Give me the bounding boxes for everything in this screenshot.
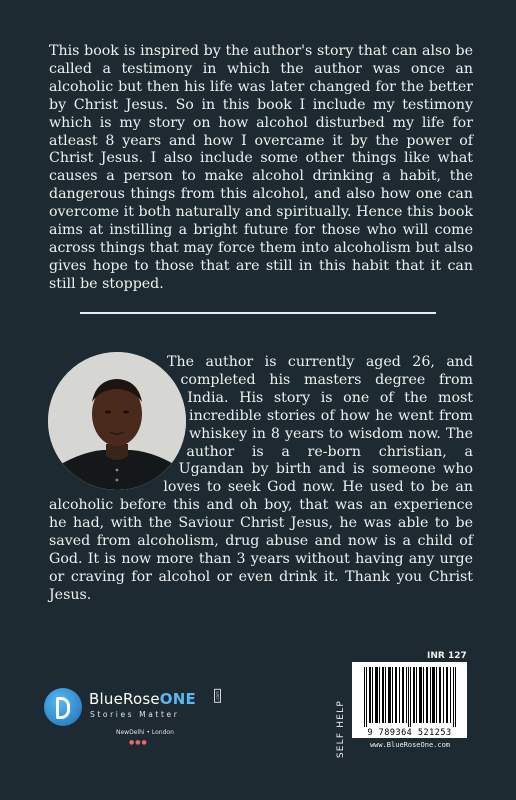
publisher-name-accent: ONE (159, 690, 196, 708)
divider-line (80, 312, 436, 314)
barcode-icon (364, 667, 456, 727)
publisher-tagline: Stories Matter (90, 710, 180, 719)
price-label: INR 127 (427, 651, 467, 661)
publisher-name (89, 690, 196, 708)
genre-label: SELF HELP (336, 700, 346, 759)
publisher-name-main: BlueRose (89, 690, 160, 708)
publisher-website: www.BlueRoseOne.com (369, 741, 451, 749)
publisher-logo (44, 686, 244, 756)
publisher-emblem-icon (44, 688, 82, 726)
social-icons: ●●● (129, 739, 148, 746)
photo-wrap-space (49, 354, 199, 494)
publisher-domain-tag: .com (215, 691, 220, 701)
publisher-cities: NewDelhi • London (116, 729, 174, 736)
isbn-barcode (352, 662, 467, 738)
isbn-number: 9 789364 521253 (367, 728, 452, 738)
author-bio-text: The author is currently aged 26, and completed his masters degree from India. His story is one of the most incredible stories of how he went from whiskey in 8 years to wisdom now. The author is a re-born christian, a Ugandan by birth and is someone who loves to seek God now. He used to be an alcoholic before this and oh boy, that was an experience he had, with the Saviour Christ Jesus, he was able to be saved from alcoholism, drug abuse and now is a child of God. It is now more than 3 years without having any urge or craving for alcohol or even drink it. Thank you Christ Jesus. (49, 354, 473, 603)
author-bio (49, 354, 473, 605)
back-cover-blurb: This book is inspired by the author's story that can also be called a testimony in which the author was once an alcoholic but then his life was later changed for the better by Christ Jesus. So in this book I include my testimony which is my story on how alcohol disturbed my life for atleast 8 years and how I overcame it by the power of Christ Jesus. I also include some other things like what causes a person to make alcohol drinking a habit, the dangerous things from this alcohol, and also how one can overcome it both naturally and spiritually. Hence this book aims at instilling a bright future for those who will come across things that may force them into alcoholism but also gives hope to those that are still in this habit that it can still be stopped. (49, 43, 473, 292)
